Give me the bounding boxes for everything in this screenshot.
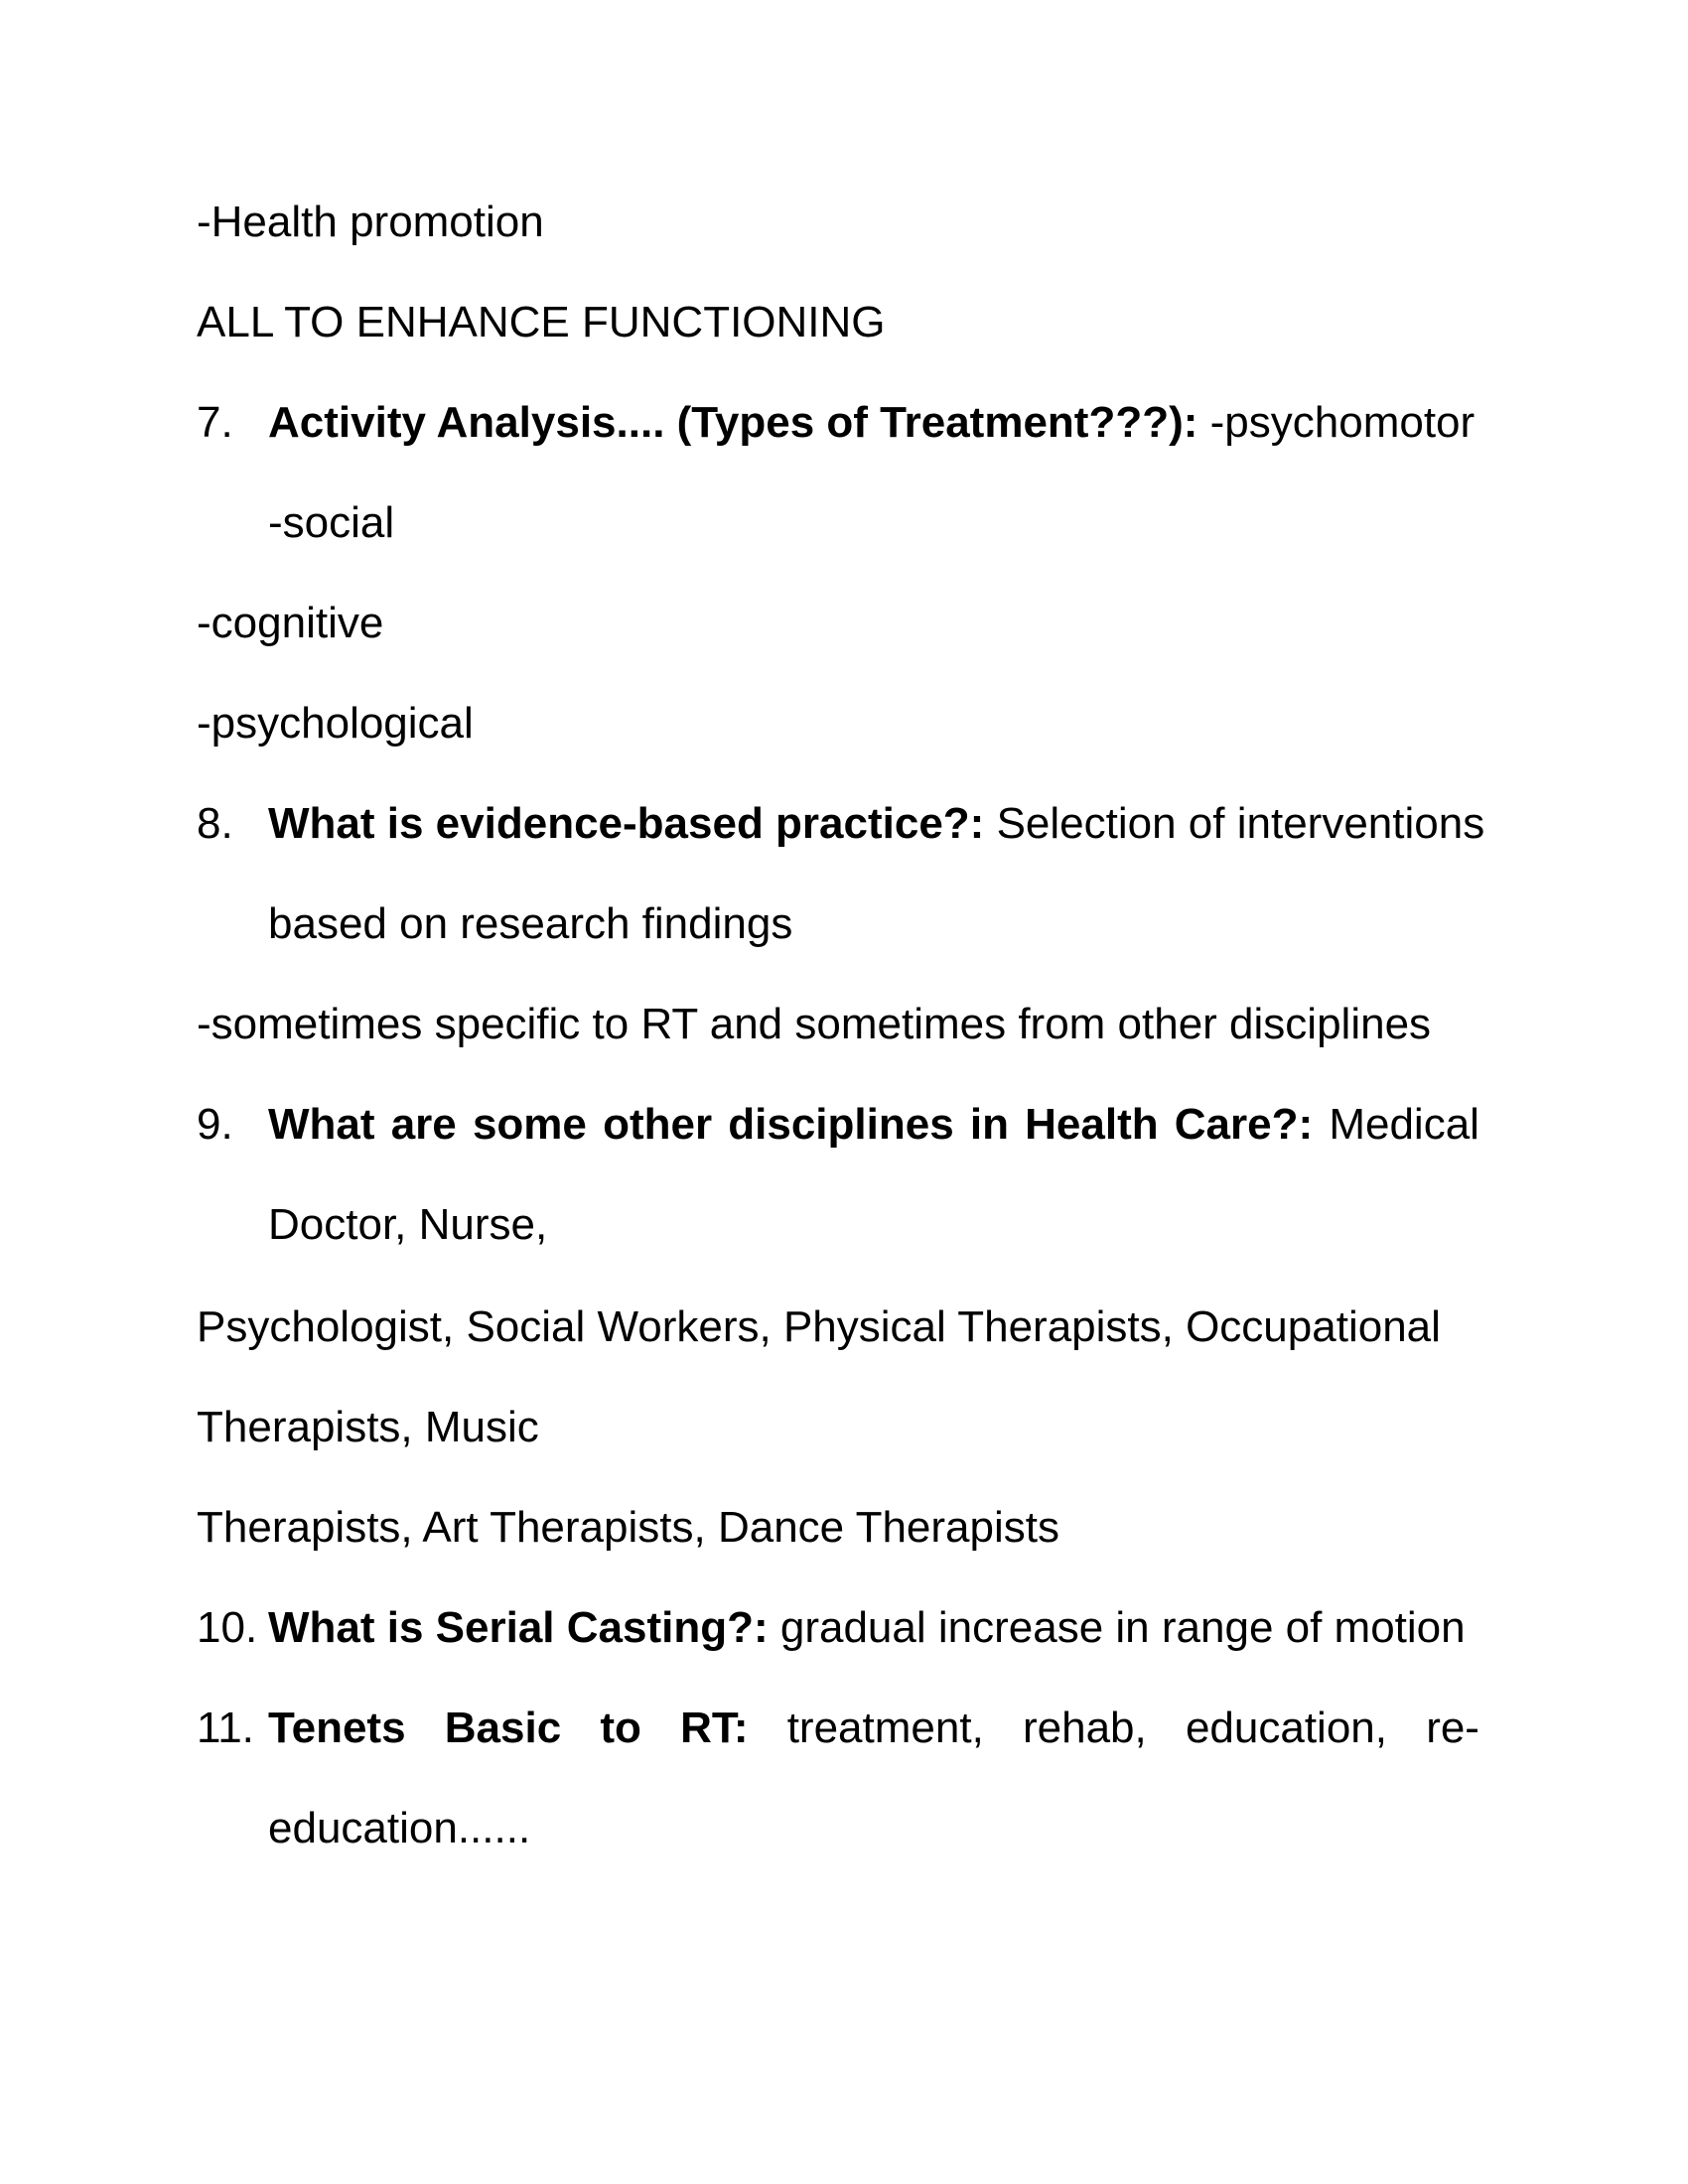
text-line-cognitive: -cognitive (197, 599, 384, 647)
text-line-psychological: -psychological (197, 699, 474, 748)
item-8-answer: Selection of interventions (984, 799, 1485, 848)
item-9-answer: Medical (1329, 1100, 1479, 1149)
item-8-question: What is evidence-based practice?: (268, 799, 985, 848)
item-8-line (268, 799, 1485, 848)
item-10-number: 10. (197, 1603, 258, 1652)
item-11-answer-word: rehab, (1022, 1704, 1147, 1752)
item-11-answer-word: treatment, (786, 1704, 984, 1752)
text-line-all-to-enhance: ALL TO ENHANCE FUNCTIONING (197, 298, 886, 346)
item-9-question-word: in (969, 1100, 1009, 1149)
text-line-sometimes: -sometimes specific to RT and sometimes from other disciplines (197, 1000, 1432, 1048)
item-11-continuation: education...... (268, 1804, 531, 1852)
item-7-line (268, 398, 1476, 447)
item-9-question-word: Health (1025, 1100, 1159, 1149)
item-8-continuation: based on research findings (268, 899, 793, 948)
text-line-therapists-art: Therapists, Art Therapists, Dance Therapists (197, 1503, 1059, 1552)
item-11-line (268, 1706, 1479, 1750)
text-line-therapists-music: Therapists, Music (197, 1403, 539, 1451)
item-11-question-word: RT: (680, 1704, 749, 1752)
item-10-line (268, 1603, 1466, 1652)
item-9-question-word: other (603, 1100, 713, 1149)
item-8-number: 8. (197, 799, 233, 848)
item-9-number: 9. (197, 1100, 233, 1149)
item-9-continuation: Doctor, Nurse, (268, 1200, 548, 1249)
text-line-health-promotion: -Health promotion (197, 198, 544, 246)
item-9-question-word: some (472, 1100, 587, 1149)
item-9-question-word: Care?: (1174, 1100, 1314, 1149)
item-7-answer: -psychomotor (1197, 398, 1476, 447)
item-11-question-word: to (600, 1704, 641, 1752)
item-7-number: 7. (197, 398, 233, 447)
item-11-question-word: Basic (444, 1704, 562, 1752)
text-line-psychologist: Psychologist, Social Workers, Physical Therapists, Occupational (197, 1302, 1441, 1351)
item-9-question-word: What (268, 1100, 375, 1149)
item-10-answer: gradual increase in range of motion (768, 1603, 1466, 1652)
item-7-question: Activity Analysis.... (Types of Treatment???): (268, 398, 1198, 447)
item-9-question-word: disciplines (728, 1100, 954, 1149)
item-9-line (268, 1100, 1479, 1149)
item-11-question-word: Tenets (268, 1704, 406, 1752)
item-9-question-word: are (390, 1100, 457, 1149)
item-11-number: 11. (197, 1704, 254, 1752)
item-10-question: What is Serial Casting?: (268, 1603, 769, 1652)
item-7-continuation: -social (268, 498, 395, 547)
item-11-answer-word: re- (1426, 1704, 1479, 1752)
item-11-answer-word: education, (1185, 1704, 1387, 1752)
